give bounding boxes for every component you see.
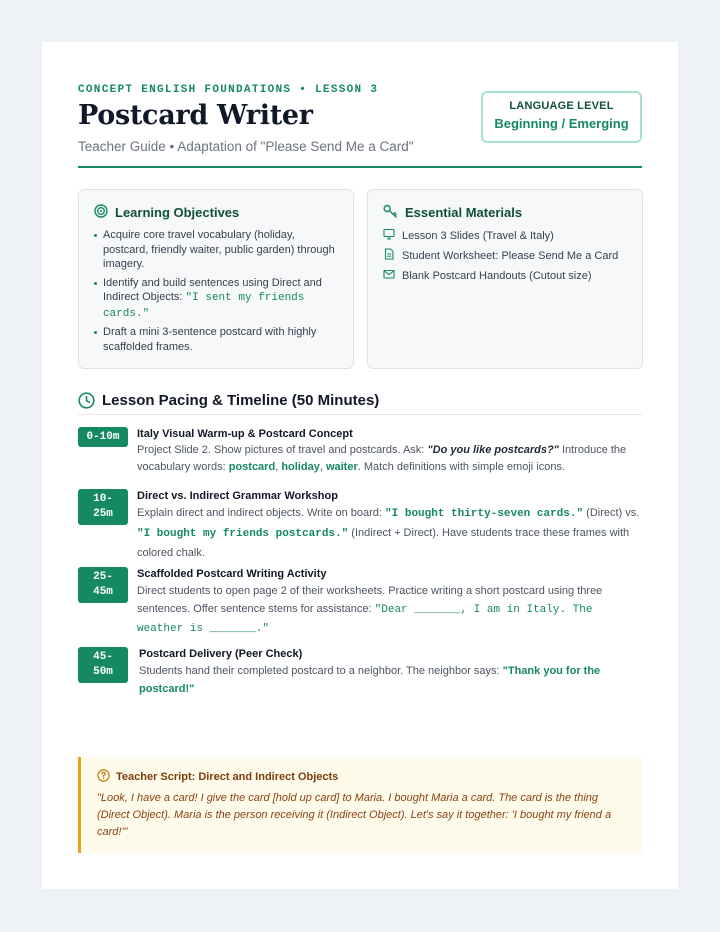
desc-text: Direct students to open page 2 of their worksheets. Practice writing a short postcard using three sentences. Offer sentence stems for assistance: <box>137 585 603 615</box>
peer-phrase: "Thank you for the postcard!" <box>139 665 601 695</box>
series-eyebrow: CONCEPT ENGLISH FOUNDATIONS • LESSON 3 <box>78 84 379 96</box>
desc-text: Project Slide 2. Show pictures of travel and postcards. Ask: <box>137 444 428 456</box>
page-title: Postcard Writer <box>78 100 313 131</box>
list-item: Acquire core travel vocabulary (holiday, postcard, friendly waiter, public garden) through imagery. <box>94 228 338 272</box>
desc-text: Explain direct and indirect objects. Write on board: <box>137 507 386 519</box>
language-level-label: LANGUAGE LEVEL <box>509 100 614 112</box>
desc-text: Students hand their completed postcard to a neighbor. The neighbor says: <box>139 665 503 677</box>
vocab-word: holiday <box>281 461 320 473</box>
board-example: "I bought thirty-seven cards." <box>385 508 584 520</box>
board-example: "I bought my friends postcards." <box>137 528 349 540</box>
page-header <box>78 42 642 168</box>
language-level-value: Beginning / Emerging <box>494 116 629 131</box>
time-badge: 0-10m <box>78 427 128 447</box>
material-label: Student Worksheet: Please Send Me a Card <box>402 250 619 262</box>
desc-text: . Match definitions with simple emoji icons. <box>357 461 565 473</box>
material-label: Blank Postcard Handouts (Cutout size) <box>402 270 592 282</box>
time-start: 10- <box>93 493 113 505</box>
lesson-page <box>42 42 678 889</box>
language-level-badge <box>481 91 642 143</box>
ask-question: "Do you like postcards?" <box>427 444 559 456</box>
desc-text: , <box>319 461 326 473</box>
pacing-title: Lesson Pacing & Timeline (50 Minutes) <box>102 392 380 409</box>
vocab-word: waiter <box>325 461 358 473</box>
time-end: 25m <box>93 508 113 520</box>
sentence-stem: "Dear _______, I am in Italy. The weather is _______." <box>137 604 593 635</box>
row-title: Italy Visual Warm-up & Postcard Concept <box>137 428 353 440</box>
time-end: 50m <box>93 666 113 678</box>
vocab-word: postcard <box>228 461 276 473</box>
material-label: Lesson 3 Slides (Travel & Italy) <box>402 230 554 242</box>
list-item: Draft a mini 3-sentence postcard with highly scaffolded frames. <box>94 325 338 354</box>
objective-text: Identify and build sentences using Direct and Indirect Objects: <box>103 276 322 303</box>
script-text: "Look, I have a card! I give the card [hold up card] to Maria. I bought Maria a card. The card is the thing (Direct Object). Maria is the person receiving it (Indirect Object). Let's say it together: 'I bought my friend a card!'" <box>97 792 612 838</box>
page-subtitle: Teacher Guide • Adaptation of "Please Send Me a Card" <box>78 139 414 154</box>
desc-text: (Direct) vs. <box>583 507 640 519</box>
script-title: Teacher Script: Direct and Indirect Objects <box>116 771 339 783</box>
row-title: Direct vs. Indirect Grammar Workshop <box>137 490 338 502</box>
time-start: 45- <box>93 651 113 663</box>
desc-text: (Indirect + Direct). Have students trace these frames with colored chalk. <box>137 527 630 559</box>
objectives-title: Learning Objectives <box>115 205 240 220</box>
row-title: Scaffolded Postcard Writing Activity <box>137 568 327 580</box>
example-sentence: "I sent my friends cards." <box>103 292 305 320</box>
time-end: 45m <box>93 586 113 598</box>
time-start: 25- <box>93 571 113 583</box>
row-title: Postcard Delivery (Peer Check) <box>139 648 303 660</box>
desc-text: Introduce the vocabulary words: <box>137 444 627 473</box>
desc-text: , <box>275 461 282 473</box>
materials-title: Essential Materials <box>405 205 523 220</box>
